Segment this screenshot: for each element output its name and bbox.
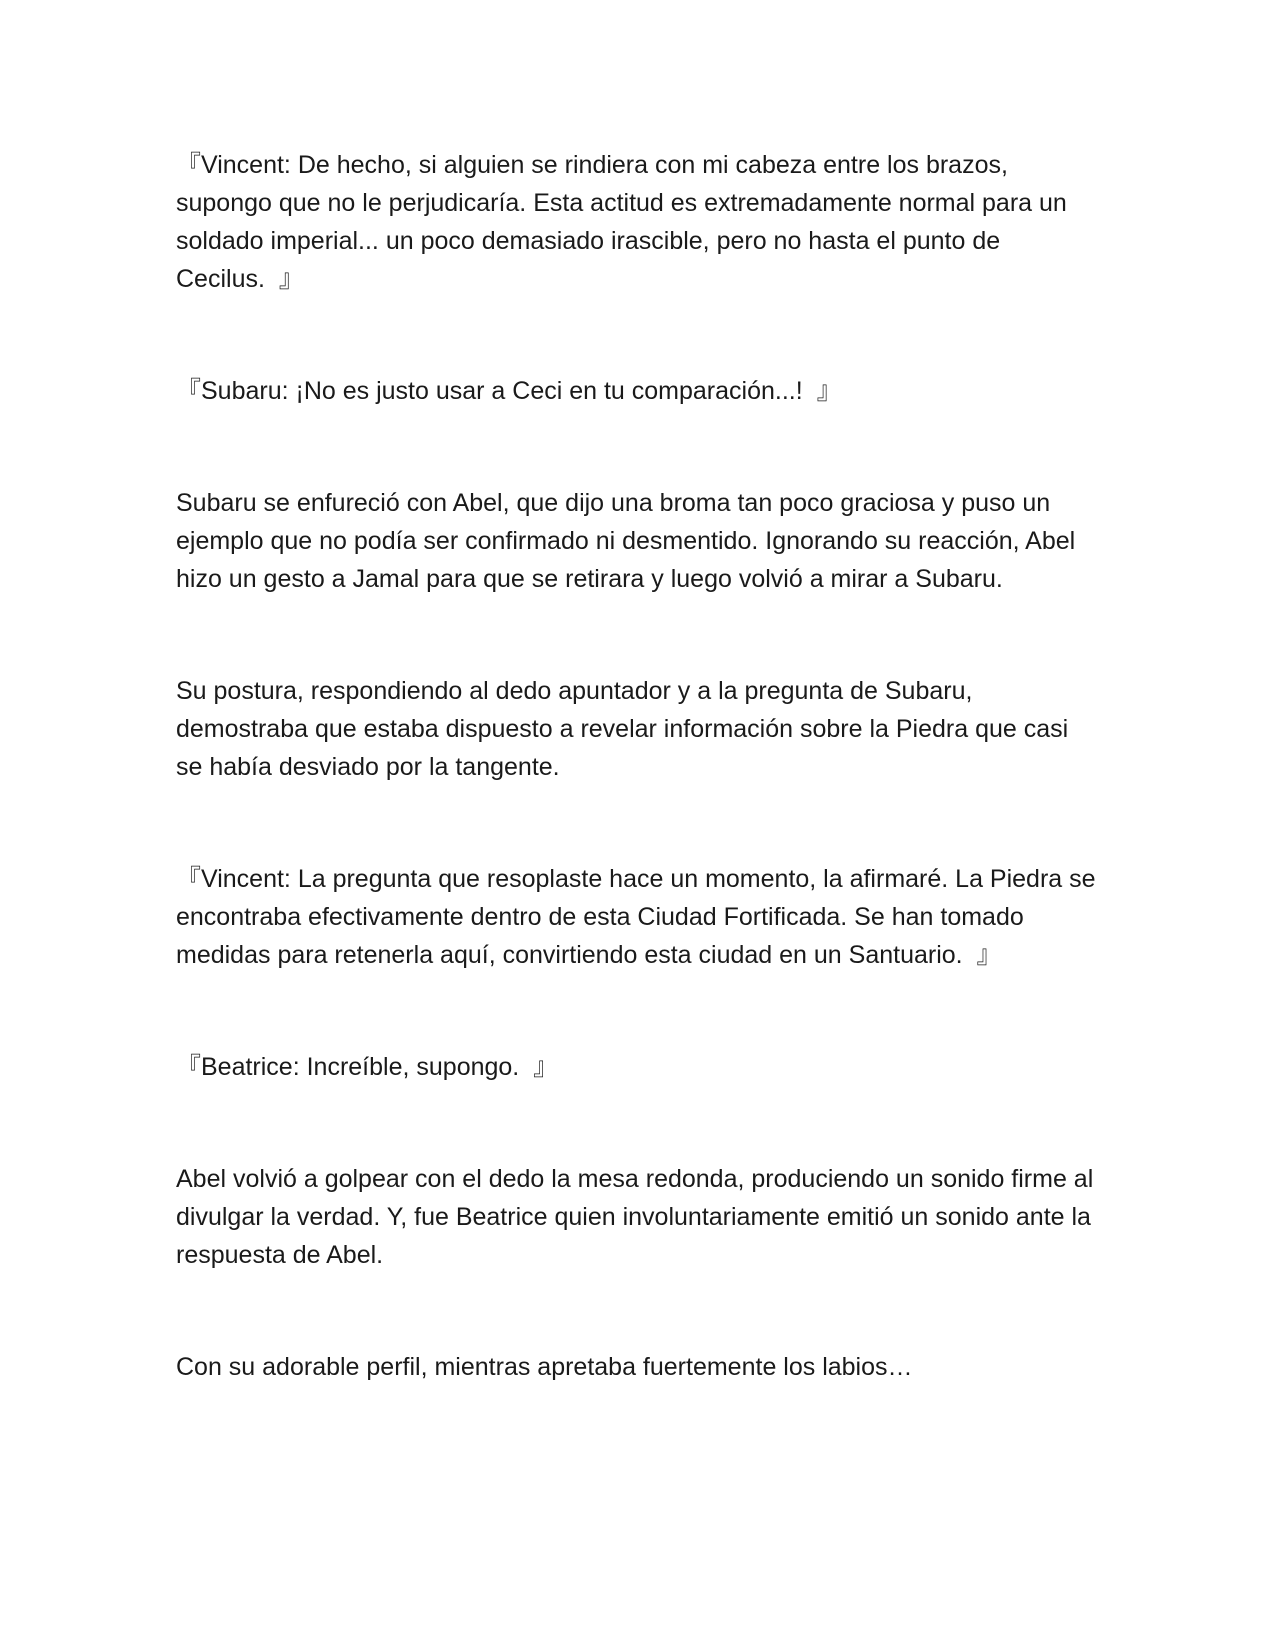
paragraph-vincent-dialogue-2: 『Vincent: La pregunta que resoplaste hace un momento, la afirmaré. La Piedra se encontraba efectivamente dentro de esta Ciudad Fortificada. Se han tomado medidas para retenerla aquí, convirtiendo esta ciudad en un Santuario. 』 xyxy=(176,865,1096,969)
paragraph-narration-2: Su postura, respondiendo al dedo apuntador y a la pregunta de Subaru, demostraba que estaba dispuesto a revelar información sobre la Piedra que casi se había desviado por la tangente. xyxy=(176,677,1069,781)
document-body xyxy=(176,146,1096,1460)
paragraph-beatrice-dialogue: 『Beatrice: Increíble, supongo. 』 xyxy=(176,1053,559,1081)
paragraph-narration-3: Abel volvió a golpear con el dedo la mesa redonda, produciendo un sonido firme al divulgar la verdad. Y, fue Beatrice quien involuntariamente emitió un sonido ante la respuesta de Abel. xyxy=(176,1165,1094,1269)
paragraph-subaru-dialogue: 『Subaru: ¡No es justo usar a Ceci en tu comparación...! 』 xyxy=(176,377,842,405)
paragraph-vincent-dialogue-1: 『Vincent: De hecho, si alguien se rindiera con mi cabeza entre los brazos, supongo que no le perjudicaría. Esta actitud es extremadamente normal para un soldado imperial... un poco demasiado irascible, pero no hasta el punto de Cecilus. 』 xyxy=(176,151,1067,293)
paragraph-narration-1: Subaru se enfureció con Abel, que dijo una broma tan poco graciosa y puso un ejemplo que no podía ser confirmado ni desmentido. Ignorando su reacción, Abel hizo un gesto a Jamal para que se retirara y luego volvió a mirar a Subaru. xyxy=(176,489,1076,593)
paragraph-narration-4: Con su adorable perfil, mientras apretaba fuertemente los labios… xyxy=(176,1353,913,1381)
